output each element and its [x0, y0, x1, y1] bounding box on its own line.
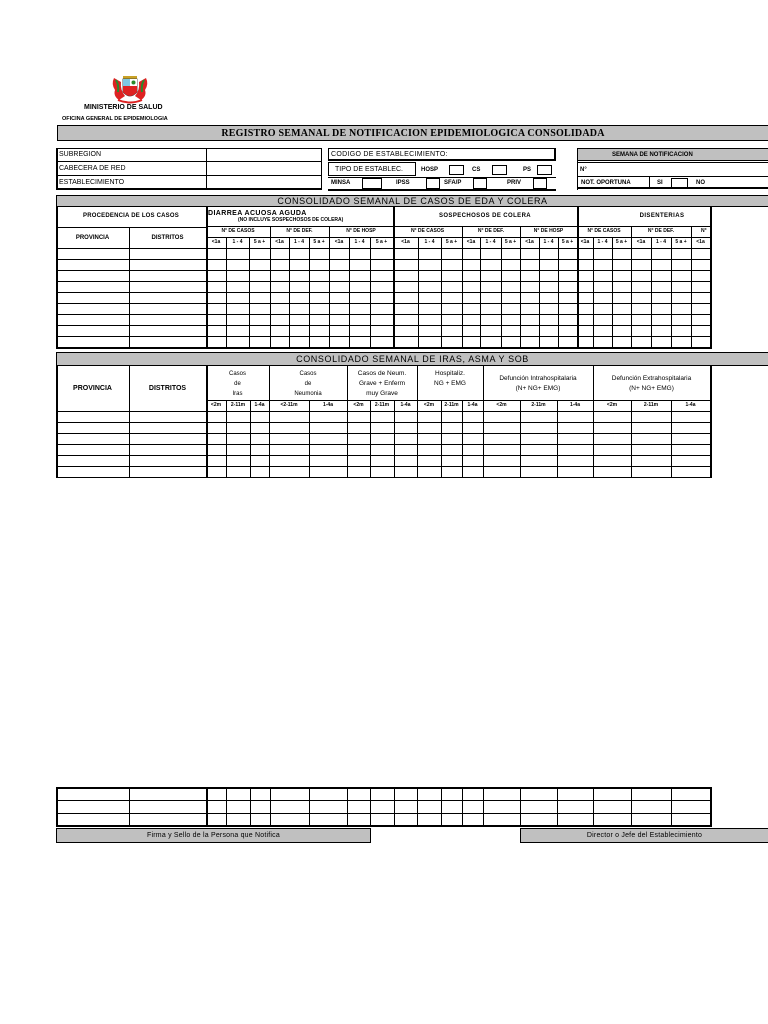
age-col-label: 2-11m	[374, 402, 390, 408]
codigo-label: CODIGO DE ESTABLECIMIENTO:	[331, 151, 448, 158]
eda-distritos-header: DISTRITOS	[151, 235, 184, 241]
grid-line	[56, 825, 712, 827]
age-col-label: 1 - 4	[485, 239, 496, 245]
peru-coat-of-arms-logo	[110, 70, 150, 104]
grid-line	[56, 314, 712, 315]
age-col-label: 1-4a	[400, 402, 411, 408]
neumonia-grave-header: Casos de Neum. Grave + Enferm muy Grave	[357, 370, 407, 397]
age-col-label: <2m	[423, 402, 435, 408]
age-col-label: 5 a +	[313, 239, 325, 245]
grid-line	[56, 466, 712, 467]
diarrea-header: DIARREA ACUOSA AGUDA	[208, 210, 307, 217]
grid-line	[56, 800, 712, 801]
eda-provincia-header: PROVINCIA	[75, 235, 110, 241]
sfap-label: SFA/P	[444, 180, 462, 186]
grid-line	[56, 455, 712, 456]
ipss-label: IPSS	[396, 180, 410, 186]
hosp-checkbox[interactable]	[449, 165, 464, 175]
grid-line	[129, 227, 130, 347]
grid-line	[56, 325, 712, 326]
iras-distritos-header: DISTRITOS	[148, 385, 187, 392]
casos-neumonia-header: Casos de Neumonia	[294, 371, 322, 397]
age-col-label: <2-11m	[280, 402, 298, 408]
minsa-checkbox[interactable]	[362, 178, 382, 189]
defuncion-extra-header: Defunción Extrahospitalaria (N+ NG+ EMG)	[611, 375, 692, 392]
grid-line	[56, 281, 712, 282]
grid-line	[56, 270, 712, 271]
no-label: NO	[696, 180, 705, 186]
semana-label: SEMANA DE NOTIFICACION	[612, 152, 693, 158]
age-col-label: 5 a +	[253, 239, 266, 245]
grid-line	[206, 400, 710, 401]
grid-line	[129, 787, 130, 826]
eda-sub-header: N° DE HOSP	[346, 228, 376, 234]
grid-line	[56, 813, 712, 814]
age-col-label: 1 - 4	[655, 239, 666, 245]
grid-line	[394, 787, 395, 826]
age-col-label: <2m	[210, 402, 222, 408]
age-col-label: 1-4a	[685, 402, 696, 408]
grid-line	[671, 787, 672, 826]
age-col-label: <1a	[275, 239, 284, 245]
grid-line	[56, 422, 712, 423]
age-col-label: 2-11m	[531, 402, 546, 408]
grid-line	[206, 207, 208, 347]
diarrea-note: (NO INCLUYE SOSPECHOSOS DE COLERA)	[238, 217, 344, 223]
grid-line	[206, 787, 208, 826]
grid-line	[250, 787, 251, 826]
director-bar: Director o Jefe del Establecimiento	[520, 828, 768, 843]
grid-line	[370, 787, 371, 826]
age-col-label: 5 a +	[561, 239, 574, 245]
ministry-name: MINISTERIO DE SALUD	[84, 104, 163, 111]
grid-line	[270, 787, 271, 826]
age-col-label: 1 - 4	[597, 239, 608, 245]
age-col-label: 5 a +	[675, 239, 687, 245]
si-checkbox[interactable]	[671, 178, 688, 188]
age-col-label: 5 a +	[445, 239, 458, 245]
age-col-label: <2m	[353, 402, 364, 408]
grid-line	[710, 787, 712, 826]
age-col-label: 1-4a	[254, 402, 265, 408]
age-col-label: <2m	[496, 402, 507, 408]
cabecera-label: CABECERA DE RED	[59, 165, 126, 172]
grid-line	[309, 787, 310, 826]
age-col-label: 1-4a	[467, 402, 478, 408]
age-col-label: 1-4a	[569, 402, 580, 408]
age-col-label: 1-4a	[322, 402, 333, 408]
priv-label: PRIV	[507, 180, 522, 186]
cs-checkbox[interactable]	[492, 165, 507, 175]
minsa-label: MINSA	[331, 180, 351, 186]
grid-line	[56, 292, 712, 293]
sfap-checkbox[interactable]	[473, 178, 487, 189]
subregion-label: SUBREGION	[59, 151, 102, 158]
age-col-label: 5 a +	[504, 239, 517, 245]
grid-line	[56, 477, 712, 478]
grid-line	[483, 787, 484, 826]
defuncion-intra-header: Defunción Intrahospitalaria (N+ NG+ EMG)	[499, 375, 577, 392]
grid-line	[226, 787, 227, 826]
not-oportuna-label: NOT. OPORTUNA	[581, 180, 631, 186]
age-col-label: <1a	[696, 239, 705, 245]
iras-provincia-header: PROVINCIA	[73, 385, 112, 392]
tipo-label: TIPO DE ESTABLEC.	[335, 166, 403, 173]
numero-field[interactable]	[590, 163, 768, 176]
ipss-checkbox[interactable]	[426, 178, 440, 189]
eda-sub-header: N° DE HOSP	[533, 228, 564, 234]
hosp-label: HOSP	[421, 167, 439, 173]
age-col-label: 5 a +	[375, 239, 388, 245]
grid-line	[56, 787, 712, 789]
establecimiento-field[interactable]	[207, 176, 321, 189]
eda-sub-header: N° DE CASOS	[587, 228, 621, 234]
grid-line	[631, 787, 632, 826]
age-col-label: 1 - 4	[354, 239, 365, 245]
age-col-label: <1a	[580, 239, 590, 245]
hospitalizacion-header: Hospitaliz. NG + EMG	[434, 370, 466, 387]
age-col-label: 2-11m	[230, 402, 246, 408]
grid-line	[393, 207, 395, 227]
grid-line	[593, 787, 594, 826]
sospechosos-header: SOSPECHOSOS DE COLERA	[438, 213, 532, 219]
age-col-label: <2m	[606, 402, 618, 408]
grid-line	[557, 787, 558, 826]
age-col-label: 2-11m	[444, 402, 459, 408]
grid-line	[577, 207, 579, 227]
ps-label: PS	[523, 167, 532, 173]
grid-line	[462, 787, 463, 826]
grid-line	[56, 787, 58, 826]
subregion-field[interactable]	[207, 149, 321, 161]
si-label: SI	[657, 180, 663, 186]
grid-line	[520, 787, 521, 826]
eda-sub-header: N° DE CASOS	[221, 228, 255, 234]
age-col-label: 1 - 4	[232, 239, 243, 245]
age-col-label: 2-11m	[643, 402, 659, 408]
grid-line	[56, 303, 712, 304]
cabecera-field[interactable]	[207, 162, 321, 175]
age-col-label: 1 - 4	[543, 239, 554, 245]
numero-label: N°	[580, 167, 587, 173]
age-col-label: <1a	[525, 239, 534, 245]
grid-line	[56, 433, 712, 434]
disenterias-header: DISENTERIAS	[639, 213, 685, 219]
age-col-label: <1a	[211, 239, 221, 245]
procedencia-header: PROCEDENCIA DE LOS CASOS	[83, 213, 179, 219]
grid-line	[441, 787, 442, 826]
priv-checkbox[interactable]	[533, 178, 547, 189]
grid-line	[56, 411, 712, 412]
form-title: REGISTRO SEMANAL DE NOTIFICACION EPIDEMIOLOGICA CONSOLIDADA	[57, 125, 768, 141]
office-name: OFICINA GENERAL DE EPIDEMIOLOGIA	[62, 116, 168, 122]
age-col-label: <1a	[401, 239, 410, 245]
eda-section-header: CONSOLIDADO SEMANAL DE CASOS DE EDA Y COLERA	[56, 195, 768, 207]
age-col-label: <1a	[334, 239, 344, 245]
grid-line	[417, 787, 418, 826]
age-col-label: 1 - 4	[424, 239, 435, 245]
firma-bar: Firma y Sello de la Persona que Notifica	[56, 828, 371, 843]
ps-checkbox[interactable]	[537, 165, 552, 175]
eda-sub-header: N° DE CASOS	[410, 228, 445, 234]
cs-label: CS	[472, 167, 481, 173]
age-col-label: <1a	[636, 239, 646, 245]
age-col-label: 5 a +	[615, 239, 628, 245]
eda-sub-header: N° DE DEF.	[286, 228, 313, 234]
eda-sub-header: N° DE DEF.	[477, 228, 505, 234]
grid-line	[56, 336, 712, 337]
grid-line	[347, 787, 348, 826]
eda-sub-header: N°	[701, 228, 707, 234]
establecimiento-label: ESTABLECIMIENTO	[59, 179, 125, 186]
eda-sub-header: N° DE DEF.	[647, 228, 675, 234]
iras-section-header: CONSOLIDADO SEMANAL DE IRAS, ASMA Y SOB	[56, 352, 768, 366]
age-col-label: 1 - 4	[293, 239, 304, 245]
grid-line	[56, 259, 712, 260]
grid-line	[56, 444, 712, 445]
casos-iras-header: Casos de Iras	[228, 371, 246, 397]
age-col-label: <1a	[466, 239, 476, 245]
